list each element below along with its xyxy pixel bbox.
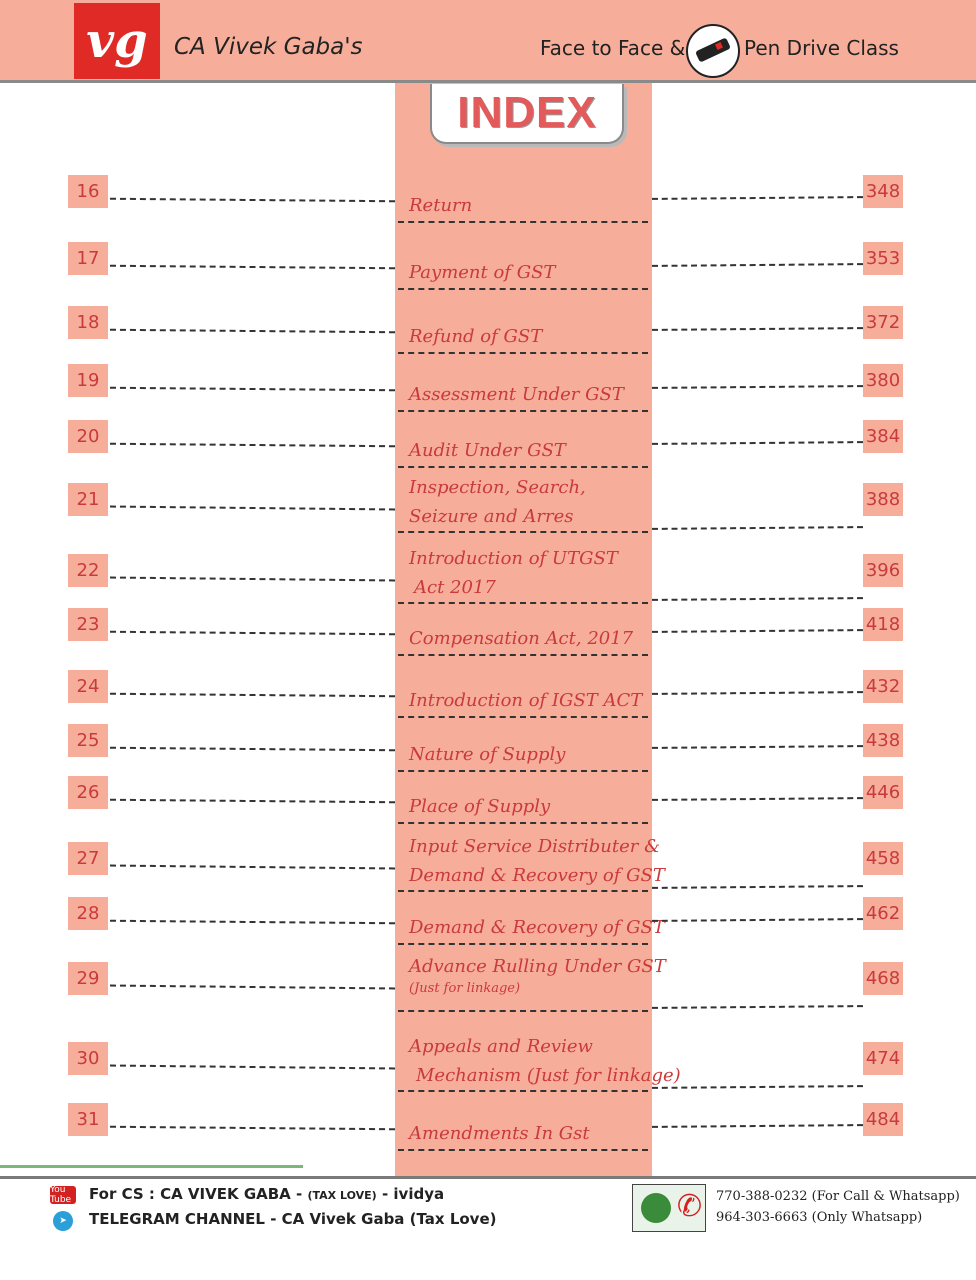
leader-dots-left: [110, 265, 395, 269]
leader-dots-left: [110, 198, 395, 202]
leader-dots-right: [652, 1085, 863, 1089]
index-title: INDEX: [457, 88, 597, 137]
leader-dots-right: [652, 918, 863, 922]
leader-dots-left: [110, 443, 395, 447]
leader-dots-left: [110, 1065, 395, 1070]
footer-divider: [0, 1176, 976, 1179]
page-number: 396: [863, 554, 903, 587]
page-number: 432: [863, 670, 903, 703]
title-underline: [398, 531, 648, 533]
page-number: 474: [863, 1042, 903, 1075]
vg-logo-icon: vg: [74, 3, 160, 79]
page-number: 462: [863, 897, 903, 930]
page-number: 458: [863, 842, 903, 875]
chapter-number: 28: [68, 897, 108, 930]
contact-phone-icon: [632, 1184, 706, 1232]
page-number: 380: [863, 364, 903, 397]
chapter-title: Amendments In Gst: [409, 1123, 590, 1144]
page-number: 438: [863, 724, 903, 757]
chapter-title: Seizure and Arres: [409, 506, 574, 527]
chapter-number: 18: [68, 306, 108, 339]
page-number: 388: [863, 483, 903, 516]
title-underline: [398, 410, 648, 412]
phone-number-2: 964-303-6663 (Only Whatsapp): [716, 1210, 923, 1225]
title-underline: [398, 943, 648, 945]
chapter-title: Introduction of IGST ACT: [409, 690, 643, 711]
chapter-title: Advance Rulling Under GST: [409, 956, 666, 977]
footer-cs-line: [89, 1185, 444, 1203]
leader-dots-right: [652, 597, 863, 601]
footer-telegram: TELEGRAM CHANNEL - CA Vivek Gaba (Tax Love): [89, 1210, 497, 1228]
title-underline: [398, 654, 648, 656]
chapter-number: 17: [68, 242, 108, 275]
chapter-number: 27: [68, 842, 108, 875]
page-number: 484: [863, 1103, 903, 1136]
chapter-title: Input Service Distributer &: [409, 836, 661, 857]
leader-dots-left: [110, 329, 395, 333]
chapter-number: 20: [68, 420, 108, 453]
chapter-title: Mechanism (Just for linkage): [416, 1065, 681, 1086]
page-number: 468: [863, 962, 903, 995]
title-underline: [398, 1010, 648, 1012]
title-underline: [398, 288, 648, 290]
title-underline: [398, 770, 648, 772]
leader-dots-left: [110, 747, 395, 751]
chapter-title: Demand & Recovery of GST: [409, 917, 665, 938]
chapter-title: Compensation Act, 2017: [409, 628, 634, 649]
leader-dots-right: [652, 385, 863, 389]
chapter-title: Audit Under GST: [409, 440, 566, 461]
chapter-title: Refund of GST: [409, 326, 543, 347]
title-underline: [398, 716, 648, 718]
leader-dots-right: [652, 885, 863, 889]
page-number: 384: [863, 420, 903, 453]
leader-dots-right: [652, 629, 863, 633]
leader-dots-left: [110, 506, 395, 511]
leader-dots-right: [652, 797, 863, 801]
chapter-number: 21: [68, 483, 108, 516]
leader-dots-left: [110, 985, 395, 990]
title-underline: [398, 890, 648, 892]
telegram-icon: ➤: [53, 1211, 73, 1231]
page-number: 446: [863, 776, 903, 809]
leader-dots-right: [652, 691, 863, 695]
leader-dots-left: [110, 387, 395, 391]
chapter-number: 23: [68, 608, 108, 641]
leader-dots-right: [652, 526, 863, 530]
leader-dots-left: [110, 577, 395, 582]
chapter-title: Inspection, Search,: [409, 477, 586, 498]
chapter-number: 25: [68, 724, 108, 757]
chapter-title: Nature of Supply: [409, 744, 566, 765]
title-underline: [398, 352, 648, 354]
leader-dots-left: [110, 920, 395, 924]
title-underline: [398, 466, 648, 468]
chapter-title: Introduction of UTGST: [409, 548, 618, 569]
chapter-title: Act 2017: [414, 577, 496, 598]
title-underline: [398, 822, 648, 824]
chapter-number: 30: [68, 1042, 108, 1075]
chapter-title: Appeals and Review: [409, 1036, 593, 1057]
chapter-title: Payment of GST: [409, 262, 556, 283]
page-number: 353: [863, 242, 903, 275]
title-underline: [398, 602, 648, 604]
chapter-number: 24: [68, 670, 108, 703]
chapter-number: 19: [68, 364, 108, 397]
leader-dots-right: [652, 745, 863, 749]
page-number: 348: [863, 175, 903, 208]
chapter-number: 22: [68, 554, 108, 587]
face-to-face-label: Face to Face &: [540, 36, 686, 60]
brand-name: CA Vivek Gaba's: [174, 34, 363, 60]
leader-dots-right: [652, 263, 863, 267]
chapter-number: 29: [68, 962, 108, 995]
page-number: 372: [863, 306, 903, 339]
youtube-icon: You Tube: [50, 1186, 76, 1204]
leader-dots-right: [652, 196, 863, 200]
leader-dots-left: [110, 631, 395, 635]
footer-cs-platform: - ividya: [381, 1185, 445, 1203]
chapter-title: Return: [409, 195, 473, 216]
leader-dots-left: [110, 693, 395, 697]
footer-accent-line: [0, 1165, 303, 1168]
footer-cs-tag: (TAX LOVE): [307, 1189, 377, 1202]
title-underline: [398, 1149, 648, 1151]
chapter-title: Demand & Recovery of GST: [409, 865, 665, 886]
title-underline: [398, 1090, 648, 1092]
leader-dots-right: [652, 1005, 863, 1009]
title-underline: [398, 221, 648, 223]
leader-dots-right: [652, 441, 863, 445]
chapter-number: 31: [68, 1103, 108, 1136]
leader-dots-left: [110, 865, 395, 870]
phone-number-1: 770-388-0232 (For Call & Whatsapp): [716, 1189, 960, 1204]
leader-dots-left: [110, 1126, 395, 1130]
leader-dots-right: [652, 1124, 863, 1128]
leader-dots-left: [110, 799, 395, 803]
page-number: 418: [863, 608, 903, 641]
pen-drive-class-label: Pen Drive Class: [744, 36, 899, 60]
chapter-title: (Just for linkage): [409, 981, 521, 996]
chapter-number: 16: [68, 175, 108, 208]
footer-cs-text: For CS : CA VIVEK GABA -: [89, 1185, 303, 1203]
chapter-title: Place of Supply: [409, 796, 551, 817]
leader-dots-right: [652, 327, 863, 331]
chapter-title: Assessment Under GST: [409, 384, 624, 405]
chapter-number: 26: [68, 776, 108, 809]
